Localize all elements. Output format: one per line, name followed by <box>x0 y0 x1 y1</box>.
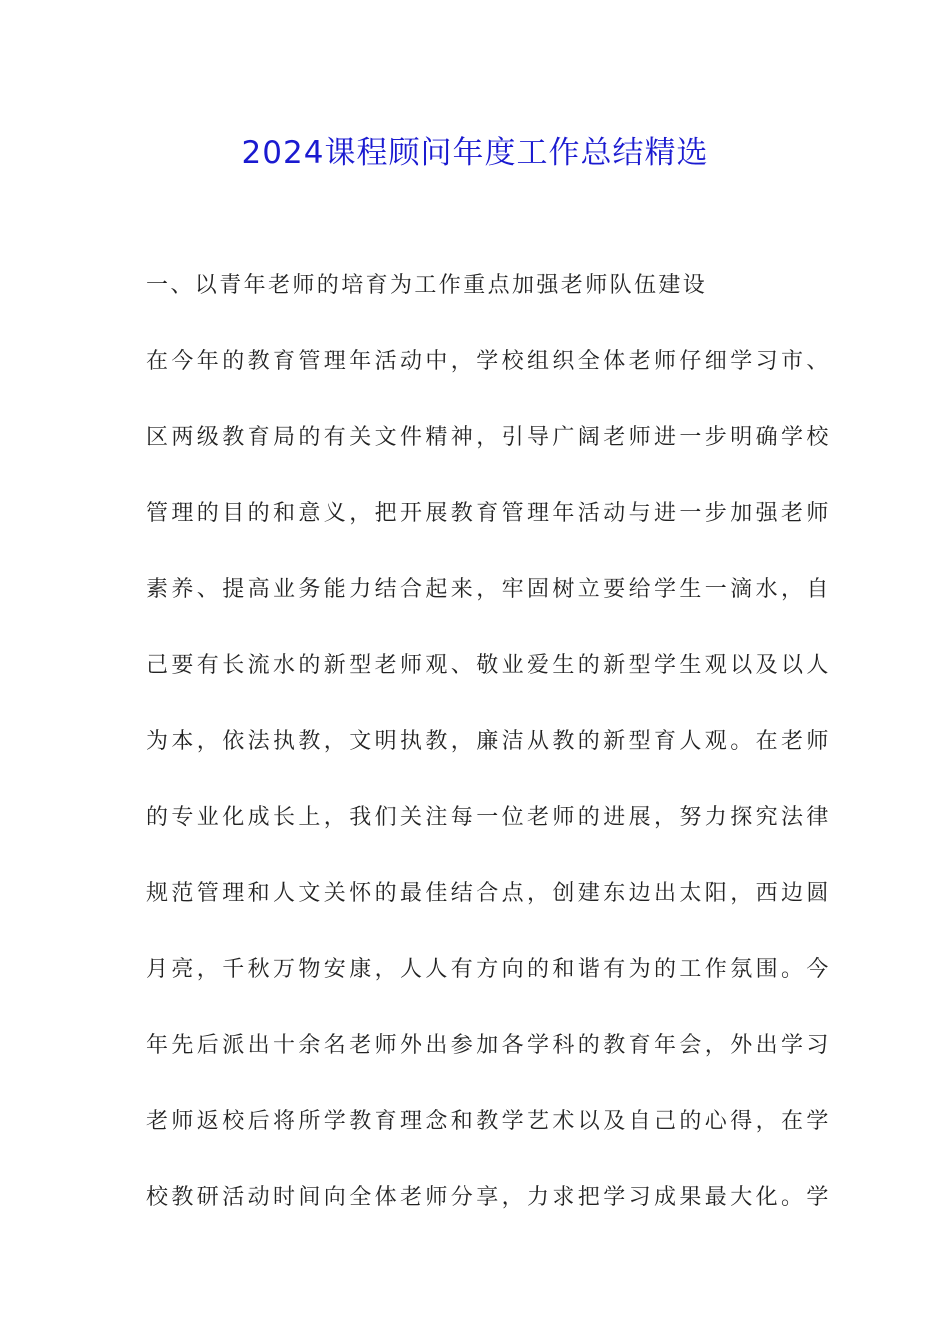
paragraph-line: 为本，依法执教，文明执教，廉洁从教的新型育人观。在老师 <box>146 729 832 754</box>
paragraph-line: 校教研活动时间向全体老师分享，力求把学习成果最大化。学 <box>146 1185 832 1210</box>
paragraph-line: 年先后派出十余名老师外出参加各学科的教育年会，外出学习 <box>146 1033 832 1058</box>
paragraph-line: 规范管理和人文关怀的最佳结合点，创建东边出太阳，西边圆 <box>146 881 832 906</box>
body-paragraph <box>146 342 832 1254</box>
paragraph-line: 月亮，千秋万物安康，人人有方向的和谐有为的工作氛围。今 <box>146 957 832 982</box>
paragraph-line: 老师返校后将所学教育理念和教学艺术以及自己的心得，在学 <box>146 1109 832 1134</box>
paragraph-line: 区两级教育局的有关文件精神，引导广阔老师进一步明确学校 <box>146 425 832 450</box>
paragraph-line: 己要有长流水的新型老师观、敬业爱生的新型学生观以及以人 <box>146 653 832 678</box>
paragraph-line: 管理的目的和意义，把开展教育管理年活动与进一步加强老师 <box>146 501 832 526</box>
paragraph-line: 的专业化成长上，我们关注每一位老师的进展，努力探究法律 <box>146 805 832 830</box>
section-heading: 一、以青年老师的培育为工作重点加强老师队伍建设 <box>146 273 708 298</box>
paragraph-line: 在今年的教育管理年活动中，学校组织全体老师仔细学习市、 <box>146 349 832 374</box>
paragraph-line: 素养、提高业务能力结合起来，牢固树立要给学生一滴水，自 <box>146 577 832 602</box>
document-title: 2024课程顾问年度工作总结精选 <box>241 135 709 171</box>
